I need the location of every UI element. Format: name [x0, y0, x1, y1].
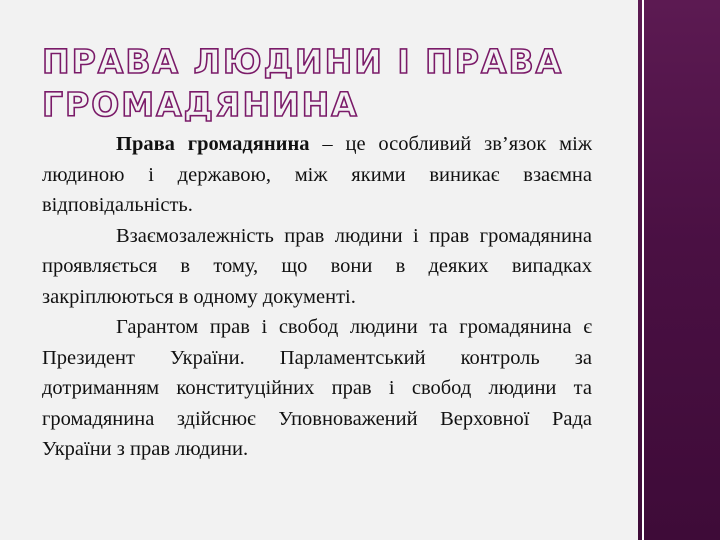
slide-title: ПРАВА ЛЮДИНИ І ПРАВА ГРОМАДЯНИНА [42, 42, 564, 124]
decorative-sidebar [638, 0, 720, 540]
paragraph-interdependence: Взаємозалежність прав людини і прав громадянина проявляється в тому, що вони в деяких випадках закріплюються в одному документі. [42, 224, 592, 308]
sidebar-divider-line [642, 0, 644, 540]
bold-term: Права громадянина [116, 133, 310, 155]
paragraph-citizen-rights [42, 129, 592, 221]
paragraph-guarantor: Гарантом прав і свобод людини та громадянина є Президент України. Парламентський контроль за дотриманням конституційних прав і свобод людини та громадянина здійснює Уповноважений Верховної Рада України з прав людини. [42, 316, 592, 460]
slide-body [42, 129, 592, 465]
paragraph-text: – це особливий зв’язок між людиною і державою, між якими виникає взаємна відповідальність. [42, 133, 592, 216]
